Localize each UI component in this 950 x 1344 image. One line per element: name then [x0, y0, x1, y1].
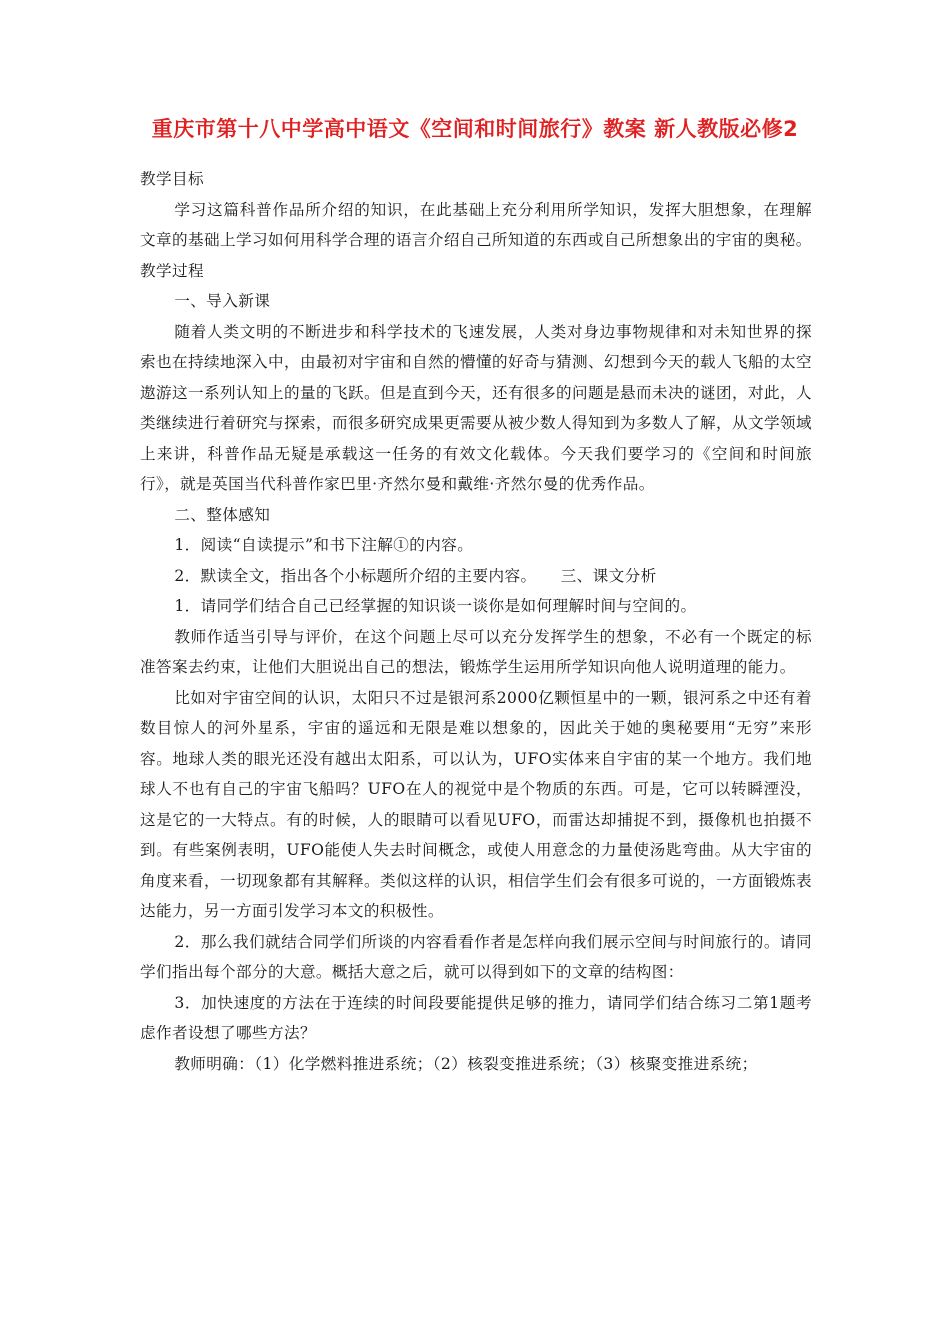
section-heading-overview: 二、整体感知 — [174, 505, 271, 524]
heading-teaching-process: 教学过程 — [140, 261, 204, 280]
analysis-item-3: 3．加快速度的方法在于连续的时间段要能提供足够的推力，请同学们结合练习二第1题考虑作者设想了哪些方法？ — [140, 993, 812, 1042]
list-item-2: 2．默读全文，指出各个小标题所介绍的主要内容。 三、课文分析 — [174, 566, 657, 585]
heading-teaching-goals: 教学目标 — [140, 170, 204, 188]
paragraph-goals: 学习这篇科普作品所介绍的知识，在此基础上充分利用所学知识，发挥大胆想象，在理解文章的基础上学习如何用科学合理的语言介绍自己所知道的东西或自己所想象出的宇宙的奥秘。 — [140, 200, 812, 249]
paragraph-intro: 随着人类文明的不断进步和科学技术的飞速发展，人类对身边事物规律和对未知世界的探索也在持续地深入中，由最初对宇宙和自然的懵懂的好奇与猜测、幻想到今天的载人飞船的太空遨游这一系列认知上的量的飞跃。但是直到今天，还有很多的问题是悬而未决的谜团，对此，人类继续进行着研究与探索，而很多研究成果更需要从被少数人得知到为多数人了解，从文学领域上来讲，科普作品无疑是承载这一任务的有效文化载体。今天我们要学习的《空间和时间旅行》，就是英国当代科普作家巴里·齐然尔曼和戴维·齐然尔曼的优秀作品。 — [140, 322, 812, 493]
paragraph-teacher-clarify: 教师明确：（1）化学燃料推进系统；（2）核裂变推进系统；（3）核聚变推进系统； — [174, 1054, 758, 1073]
document-body — [140, 164, 812, 1079]
document-title: 重庆市第十八中学高中语文《空间和时间旅行》教案 新人教版必修2 — [151, 117, 799, 141]
analysis-item-2: 2．那么我们就结合同学们所谈的内容看看作者是怎样向我们展示空间与时间旅行的。请同学们指出每个部分的大意。概括大意之后，就可以得到如下的文章的结构图： — [140, 932, 812, 981]
paragraph-universe-example: 比如对宇宙空间的认识，太阳只不过是银河系2000亿颗恒星中的一颗，银河系之中还有着数目惊人的河外星系，宇宙的遥远和无限是难以想象的，因此关于她的奥秘要用“无穷”来形容。地球人类的眼光还没有越出太阳系，可以认为，UFO实体来自宇宙的某一个地方。我们地球人不也有自己的宇宙飞船吗？UFO在人的视觉中是个物质的东西。可是，它可以转瞬湮没，这是它的一大特点。有的时候，人的眼睛可以看见UFO，而雷达却捕捉不到，摄像机也拍摄不到。有些案例表明，UFO能使人失去时间概念，或使人用意念的力量使汤匙弯曲。从大宇宙的角度来看，一切现象都有其解释。类似这样的认识，相信学生们会有很多可说的，一方面锻炼表达能力，另一方面引发学习本文的积极性。 — [140, 688, 812, 920]
analysis-item-1: 1．请同学们结合自己已经掌握的知识谈一谈你是如何理解时间与空间的。 — [174, 597, 697, 615]
list-item-1: 1．阅读“自读提示”和书下注解①的内容。 — [174, 536, 474, 554]
paragraph-teacher-guidance: 教师作适当引导与评价，在这个问题上尽可以充分发挥学生的想象，不必有一个既定的标准答案去约束，让他们大胆说出自己的想法，锻炼学生运用所学知识向他人说明道理的能力。 — [140, 627, 812, 676]
section-heading-intro: 一、导入新课 — [174, 292, 271, 310]
